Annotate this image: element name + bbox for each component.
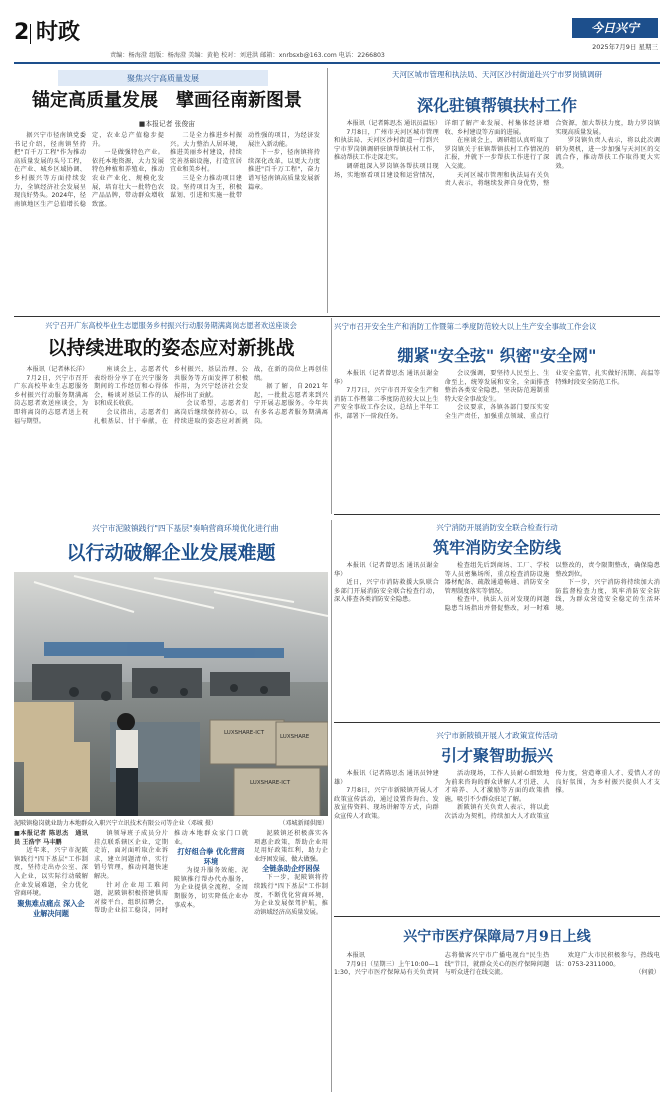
byline: 本报讯 (346, 952, 365, 959)
paragraph: 据兴宁市径南镇党委书记介绍，径南镇坚持把"百千万工程"作为推动高质量发展的头号工程，在产业、城乡区域协调、乡村振兴等方面持续发力，全镇经济社会发展呈现良好势头。2024年，径南镇地区生产总值增长稳定，农业总产值稳步提升。 (14, 132, 164, 208)
paragraph: 在座谈会上，调研组认真听取了罗岗镇关于驻镇帮镇扶村工作情况的汇报，并就下一步帮扶工作进行了深入交流。 (444, 137, 550, 170)
art7-title: 引才聚智助振兴 (440, 746, 553, 765)
paragraph: 泥陂镇还积极落实各项惠企政策，帮助企业用足用好政策红利，助力企业纾困发展、做大做强。 (254, 830, 328, 863)
art6-body (14, 830, 328, 1092)
masthead-brand: 今日兴宁 (572, 18, 658, 38)
paragraph: 7月8日，兴宁市新陂镇开展人才政策宣传活动，通过设置咨询台、发放宣传资料、现场讲解等方式，向群众宣传人才政策。 (334, 787, 439, 820)
section-rule (334, 916, 660, 917)
byline: 本报讯（记者曾思杰 通讯员谢金华） (334, 562, 439, 578)
paragraph: 调研组深入罗岗镇各帮扶项目现场，实地察看项目建设和运营情况，详细了解产业发展、村集体经济增收、乡村建设等方面的进展。 (334, 120, 550, 179)
svg-text:LUXSHARE: LUXSHARE (280, 734, 310, 740)
column-divider (327, 68, 328, 313)
section-rule (334, 722, 660, 723)
art2-body (334, 120, 660, 312)
paragraph: 二是全力推进乡村振兴。大力整治人居环境，推进美丽乡村建设，持续完善基础设施，打造宜居宜业和美乡村。 (170, 132, 242, 174)
art3-title: 以持续进取的姿态应对新挑战 (47, 337, 295, 359)
paragraph: 天河区城市管理和执法局有关负责人表示，将继续发挥自身优势，整合资源，加大帮扶力度，助力罗岗镇实现高质量发展。 (444, 120, 660, 188)
paragraph: 会议指出，志愿者们扎根基层、甘于奉献，在乡村振兴、基层治理、公共服务等方面发挥了积极作用，为兴宁经济社会发展作出了贡献。 (94, 366, 248, 425)
paragraph: 7月8日，广州市天河区城市管理和执法局、天河区沙村街道一行到兴宁市罗岗镇调研驻镇帮镇扶村工作，推动帮扶工作走深走实。 (334, 128, 439, 162)
art7-kicker: 兴宁市新陂镇开展人才政策宣传活动 (436, 731, 558, 740)
column-divider (331, 520, 332, 1092)
subhead: 全链条助企纾困保 (262, 864, 320, 874)
masthead-rule (14, 62, 660, 64)
svg-text:LUXSHARE-ICT: LUXSHARE-ICT (250, 780, 291, 786)
art5-kicker: 兴宁消防开展消防安全联合检查行动 (436, 523, 558, 532)
art4-title: 绷紧"安全弦" 织密"安全网" (397, 346, 597, 365)
byline: ■本报记者 陈思杰 通讯员 王浩宇 马丰鹏 (14, 830, 88, 846)
byline: 本报讯（记者曾思杰 通讯员谢金华） (334, 370, 439, 386)
paragraph: 三是全力推动项目建设。坚持项目为王，积极谋划、引进和实施一批带动性强的项目，为经济发展注入新动能。 (170, 132, 320, 200)
paragraph: 为提升服务效能，泥陂镇推行帮办代办服务，为企业提供全流程、全周期服务，切实降低企业办事成本。 (174, 867, 248, 909)
svg-text:LUXSHARE-ICT: LUXSHARE-ICT (224, 730, 265, 736)
art5-title: 筑牢消防安全防线 (432, 538, 561, 557)
paragraph: 检查组先后到商场、工厂、学校等人员密集场所，重点检查消防设施器材配备、疏散通道畅通、消防安全管理制度落实等情况。 (444, 562, 550, 595)
paragraph: 7月2日，兴宁市召开广东高校毕业生志愿服务乡村振兴行动服务期满离岗志愿者欢送座谈会，为即将离岗的志愿者送上祝福与期望。 (14, 374, 88, 425)
art5-body (334, 562, 660, 718)
masthead-date: 2025年7月9日 星期三 (592, 43, 658, 51)
paragraph: 会议希望，志愿者们离岗后继续保持初心，以持续进取的姿态应对新挑战，在新的岗位上再创佳绩。 (174, 366, 328, 425)
art8-body (334, 952, 660, 1092)
art1-author: ■本报记者 张俊宙 (138, 120, 196, 128)
paragraph: 罗岗镇负责人表示，将以此次调研为契机，进一步加强与天河区的交流合作，推动帮扶工作取得更大实效。 (555, 137, 660, 170)
art7-body (334, 770, 660, 908)
photo-caption: 泥陂镇稳岗就业助力本地群众入职兴宁立讯技术有限公司等企业（邓城 摄） (14, 820, 218, 827)
page-number: 2 (14, 20, 30, 45)
page-number-divider (30, 24, 31, 44)
paragraph: 近日，兴宁市消防救援大队联合多部门开展消防安全联合检查行动，深入排查各类消防安全隐患。 (334, 579, 439, 604)
paragraph: 活动现场，工作人员耐心细致地为前来咨询的群众讲解人才引进、人才培养、人才激励等方面的政策措施，吸引不少群众驻足了解。 (444, 770, 550, 803)
byline: 本报讯（记者林长洋） (26, 366, 89, 373)
art1-title: 锚定高质量发展 擘画径南新图景 (32, 90, 302, 111)
factory-photo-graphic (14, 572, 328, 816)
paragraph: 下一步，泥陂镇将持续践行"四下基层"工作制度，不断优化营商环境，为企业发展保驾护航，推动镇域经济高质量发展。 (254, 874, 328, 916)
factory-photo (14, 572, 328, 816)
paragraph: 欢迎广大市民积极参与，热线电话：0753-2311000。 (555, 952, 660, 968)
paragraph: 据了解，自2021年起，一批批志愿者来到兴宁开展志愿服务。今年共有多名志愿者服务期满离岗。 (254, 383, 328, 425)
art4-body (334, 370, 660, 512)
byline: 本报讯（记者陈思杰 通讯员钟建雄） (334, 770, 439, 786)
section-name: 时政 (36, 20, 81, 45)
photo-credit: （邓城新闻供图） (279, 820, 328, 827)
subhead: 聚焦难点痛点 深入企业解决问题 (17, 898, 85, 918)
section-rule (14, 316, 660, 317)
paragraph: 7月9日（星期三）上午10:00—11:30，兴宁市医疗保障局有关负责同志将做客兴宁市广播电视台"民生热线"节目，就群众关心的医疗保障问题与听众进行在线交流。 (334, 952, 550, 977)
paragraph: 下一步，径南镇将持续深化改革，以更大力度推进"百千万工程"，奋力谱写径南镇高质量发展新篇章。 (248, 149, 320, 191)
art6-title: 以行动破解企业发展难题 (66, 542, 276, 564)
masthead-meta: 责编：杨海澄 组版：杨海澄 美编：黄艳 校对：刘进洪 邮箱：xnrbsxb@163.com 电话：2266803 (110, 52, 385, 59)
art6-kicker: 兴宁市泥陂镇践行"四下基层"奏响营商环境优化进行曲 (92, 524, 279, 533)
byline: 本报讯（记者陈思杰 通讯员温钰） (346, 120, 442, 127)
paragraph: 针对企业用工难问题，泥陂镇积极搭建供需对接平台，组织招聘会，帮助企业招工稳岗，同时推动本地群众家门口就业。 (94, 830, 248, 915)
paragraph: 7月7日，兴宁市召开安全生产和消防工作暨第二季度防范较大以上生产安全事故工作会议，总结上半年工作，部署下一阶段任务。 (334, 387, 439, 420)
section-rule (334, 514, 660, 515)
art1-body (14, 132, 320, 314)
art1-kicker: 聚焦兴宁高质量发展 (127, 74, 199, 83)
paragraph: 镇领导班子成员分片挂点联系辖区企业，定期走访，面对面听取企业诉求，建立问题清单，实行销号管理，推动问题快速解决。 (94, 830, 168, 880)
art8-title: 兴宁市医疗保障局7月9日上线 (403, 929, 591, 945)
paragraph: 下一步，兴宁消防将持续加大消防监督检查力度，筑牢消防安全防线，为群众营造安全稳定的生活环境。 (555, 579, 660, 612)
column-divider (331, 318, 332, 514)
subhead: 打好组合拳 优化营商环境 (177, 847, 245, 867)
signoff: （何毅） (635, 969, 660, 977)
paragraph: 近年来，兴宁市泥陂镇践行"四下基层"工作制度，坚持走出办公室、深入企业，以实际行动破解企业发展难题，全力优化营商环境。 (14, 847, 88, 898)
art2-title: 深化驻镇帮镇扶村工作 (416, 96, 577, 115)
paragraph: 一是做强特色产业。依托本地资源，大力发展特色种植和养殖业，推动农业产业化、规模化发展，培育壮大一批特色农产品品牌，带动群众增收致富。 (92, 149, 164, 208)
paragraph: 座谈会上，志愿者代表纷纷分享了在兴宁服务期间的工作经历和心得体会，畅谈对基层工作的认识和成长收获。 (94, 366, 168, 408)
art3-kicker: 兴宁召开广东高校毕业生志愿服务乡村振兴行动服务期满离岗志愿者欢送座谈会 (45, 321, 297, 330)
paragraph: 会议要求，各镇各部门要压实安全生产责任，加强重点领域、重点行业安全监管，扎实做好汛期、高温等特殊时段安全防范工作。 (444, 370, 660, 420)
paragraph: 检查中，执法人员对发现的问题隐患当场指出并督促整改，对一时难以整改的，责令限期整改，确保隐患整改到位。 (444, 562, 660, 612)
art2-kicker: 天河区城市管理和执法局、天河区沙村街道赴兴宁市罗岗镇调研 (392, 70, 602, 79)
art3-body (14, 366, 328, 512)
paragraph: 会议强调，要坚持人民至上、生命至上，统筹发展和安全，全面排查整治各类安全隐患，坚决防范遏制重特大安全事故发生。 (444, 370, 550, 403)
paragraph: 新陂镇有关负责人表示，将以此次活动为契机，持续加大人才政策宣传力度，营造尊重人才、爱惜人才的良好氛围，为乡村振兴提供人才支撑。 (444, 770, 660, 820)
art4-kicker: 兴宁市召开安全生产和消防工作暨第二季度防范较大以上生产安全事故工作会议 (334, 322, 597, 331)
masthead (14, 18, 660, 62)
